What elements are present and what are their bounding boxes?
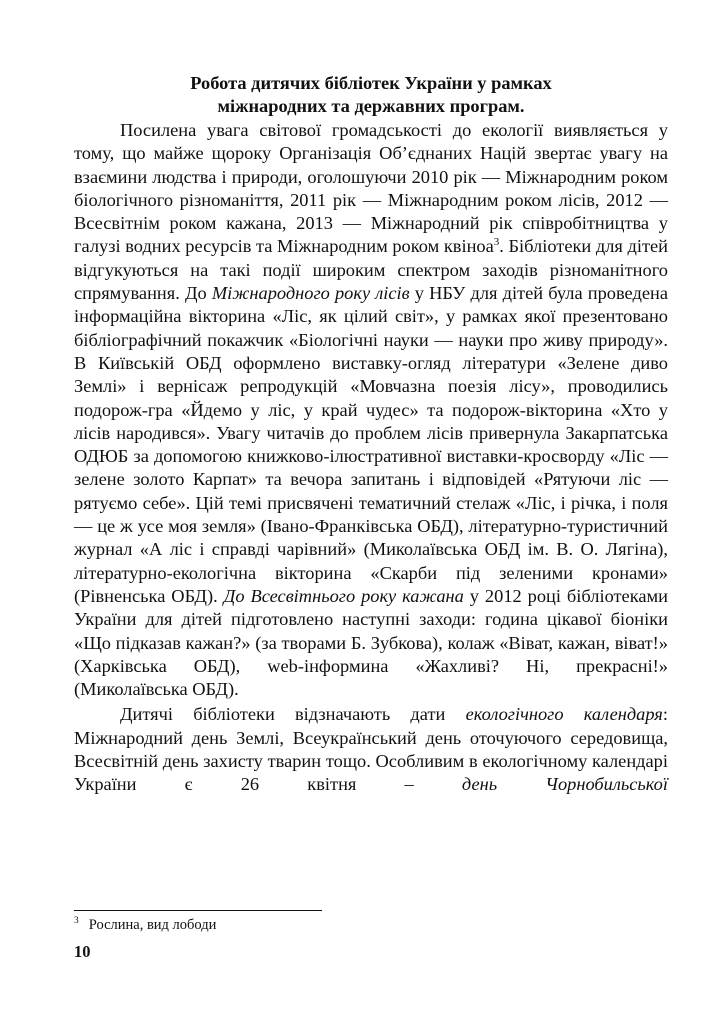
text-run: . Бібліотеки для дітей відгукуються на такі події широким спектром заходів різноманітного спрямування. До [74,236,668,304]
text-run: у 2012 році бібліотеками України для дітей підготовлено наступні заходи: година цікавої біоніки «Що підказав кажан?» (за творами Б. Зубкова), колаж «Віват, кажан, віват!» (Харківська ОБД), web-інформина «Жахливі? Ні, прекрасні!» (Миколаївська ОБД). [74,585,669,700]
page-body [74,72,668,797]
text-run: у НБУ для дітей була проведена інформаційна вікторина «Ліс, як цілий світ», у рамках якої презентовано бібліографічний покажчик «Біологічні науки — науки про живу природу». В Київській ОБД оформлено виставку-огляд літератури «Зелене диво Землі» і вернісаж репродукцій «Мовчазна поезія лісу», проводились подорож-гра «Йдемо у ліс, у край чудес» та подорож-вікторина «Хто у лісів народився». Увагу читачів до проблем лісів привернула Закарпатська ОДЮБ за допомогою книжково-ілюстративної виставки-кросворду «Ліс — зелене золото Карпат» та вечора запитань і відповідей «Рятуючи ліс — рятуємо себе». Цій темі присвячені тематичний стелаж «Ліс, і річка, і поля — це ж усе моя земля» (Івано-Франківська ОБД), літературно-туристичний журнал «А ліс і справді чарівний» (Миколаївська ОБД ім. В. О. Лягіна), літературно-екологічна вікторина «Скарби під зеленими кронами» (Рівненська ОБД). [74,283,668,606]
section-title-line-1: Робота дитячих бібліотек України у рамках [190,73,552,93]
section-title [74,72,668,118]
paragraph-2 [74,703,668,796]
footnote [74,916,216,934]
section-title-line-2: міжнародних та державних програм. [217,96,525,116]
italic-run: Міжнародного року лісів [211,283,410,304]
footnote-reference: 3 [493,236,500,249]
italic-run: До Всесвітнього року кажана [223,585,464,606]
footnote-text: Рослина, вид лободи [88,917,217,933]
paragraph-1 [74,119,668,701]
footnote-mark: 3 [74,916,79,927]
page-number: 10 [74,942,91,961]
text-run: Посилена увага світової громадськості до екології виявляється у тому, що майже щороку Організація Об’єднаних Націй звертає увагу на взаємини людства і природи, оголошуючи 2010 рік — Міжнародним роком біологічного різноманіття, 2011 рік — Міжнародним роком лісів, 2012 — Всесвітнім роком кажана, 2013 — Міжнародний рік співробітництва у галузі водних ресурсів та Міжнародним роком квіноа [74,120,668,257]
footnote-divider [74,910,322,911]
italic-run: день Чорнобильської [461,774,668,795]
text-run: Дитячі бібліотеки відзначають дати [120,704,466,725]
text-run: : Міжнародний день Землі, Всеукраїнський день оточуючого середовища, Всесвітній день захисту тварин тощо. Особливим в екологічному календарі України є 26 квітня – [74,704,668,795]
italic-run: екологічного календаря [465,704,663,725]
